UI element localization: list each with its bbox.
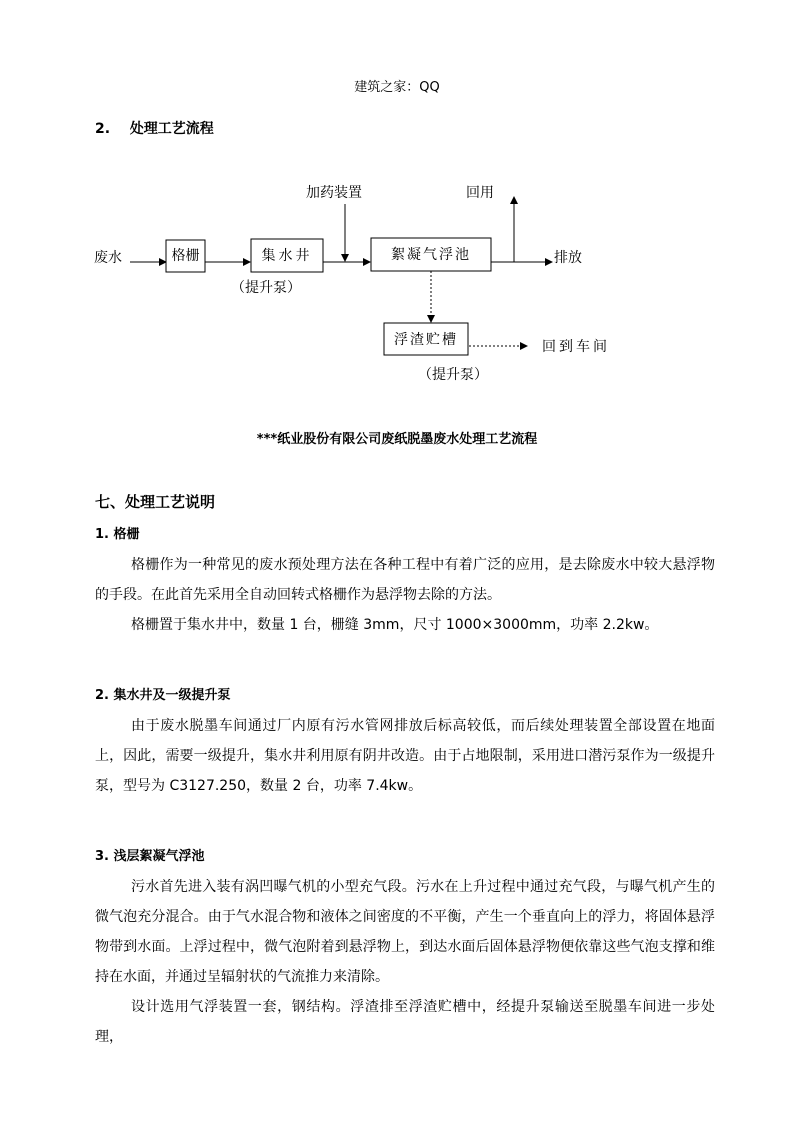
- item-1-heading: 1. 格栅: [95, 527, 140, 542]
- item-3-paragraph-1: 污水首先进入装有涡凹曝气机的小型充气段。污水在上升过程中通过充气段，与曝气机产生的微气泡充分混合。由于气水混合物和液体之间密度的不平衡，产生一个垂直向上的浮力，将固体悬浮物带到水面。上浮过程中，微气泡附着到悬浮物上，到达水面后固体悬浮物便依靠这些气泡支撑和维持在水面，并通过呈辐射状的气流推力来清除。: [95, 879, 715, 985]
- item-1-paragraph-1: 格栅作为一种常见的废水预处理方法在各种工程中有着广泛的应用，是去除废水中较大悬浮物的手段。在此首先采用全自动回转式格栅作为悬浮物去除的方法。: [95, 557, 715, 603]
- item-3-paragraph-2: 设计选用气浮装置一套，钢结构。浮渣排至浮渣贮槽中，经提升泵输送至脱墨车间进一步处理，: [95, 999, 715, 1045]
- label-pump-1: （提升泵）: [231, 280, 301, 296]
- item-2-paragraph-1: 由于废水脱墨车间通过厂内原有污水管网排放后标高较低，而后续处理装置全部设置在地面上，因此，需要一级提升，集水井利用原有阴井改造。由于占地限制，采用进口潜污泵作为一级提升泵，型号为 C3127.250，数量 2 台，功率 7.4kw。: [95, 718, 715, 794]
- section-2-title: 处理工艺流程: [129, 121, 214, 137]
- label-scum-tank: 浮渣贮槽: [394, 332, 458, 348]
- label-flotation: 絮凝气浮池: [391, 247, 471, 263]
- item-2-body: [95, 711, 715, 801]
- label-dosing: 加药装置: [306, 185, 362, 201]
- process-flow-diagram: [0, 170, 794, 390]
- label-back-workshop: 回到车间: [542, 339, 610, 355]
- label-grille: 格栅: [171, 248, 200, 264]
- item-1-body: [95, 550, 715, 640]
- item-3-heading: 3. 浅层絮凝气浮池: [95, 849, 205, 864]
- diagram-caption: ***纸业股份有限公司废纸脱墨废水处理工艺流程: [256, 432, 538, 447]
- label-sump: 集水井: [261, 248, 313, 264]
- label-discharge: 排放: [554, 250, 582, 266]
- item-2-heading: 2. 集水井及一级提升泵: [95, 688, 231, 703]
- section-7-heading: 七、处理工艺说明: [95, 493, 216, 511]
- section-2-number: 2.: [95, 121, 111, 137]
- section-2-heading: [95, 118, 214, 138]
- label-reuse: 回用: [466, 185, 494, 201]
- label-waste-water: 废水: [94, 250, 122, 266]
- label-pump-2: （提升泵）: [418, 367, 488, 383]
- item-1-paragraph-2: 格栅置于集水井中，数量 1 台，栅缝 3mm，尺寸 1000×3000mm，功率 2.2kw。: [131, 617, 659, 633]
- page-header: 建筑之家：QQ: [354, 80, 440, 95]
- item-3-body: [95, 872, 715, 1052]
